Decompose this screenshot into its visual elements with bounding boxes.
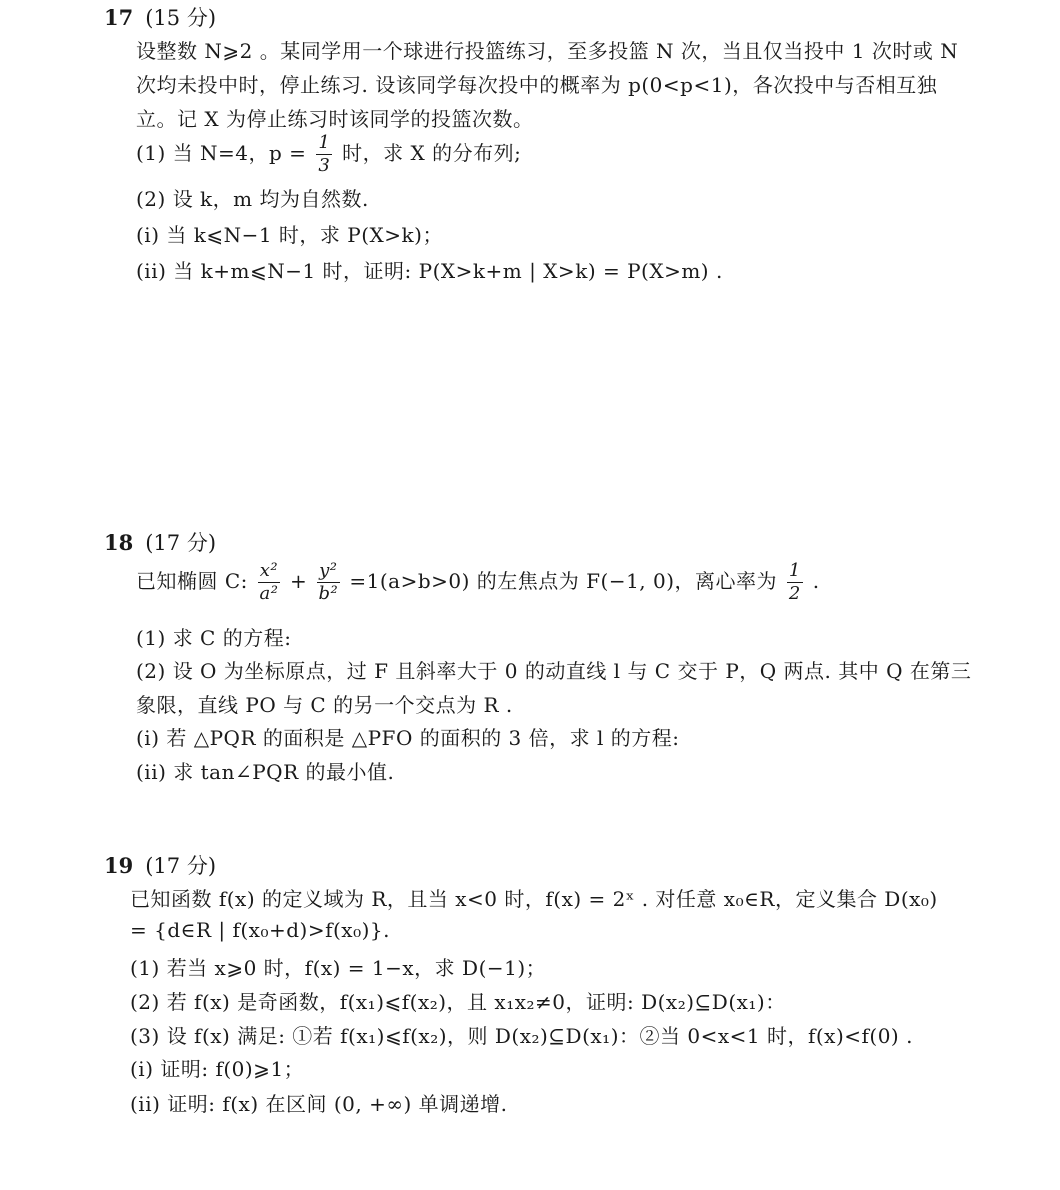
problem-intro: 已知椭圆 C: $\frac{\text{x²}}{\text{a²}}$ + $\frac{\text{y²}}{\text{b²}}$ =1(a>b>0) 的左焦点为 F(−1, 0)，离心率为 $\frac{1}{2}$ . [136, 560, 820, 604]
problem-17-header [104, 2, 216, 32]
problem-number: 17 [104, 5, 134, 30]
problem-score: (17 分) [145, 854, 217, 878]
question-1: (1) 若当 x⩾0 时，f(x) = 1−x，求 D(−1)； [130, 956, 547, 980]
problem-text-line: 已知函数 f(x) 的定义域为 R，且当 x<0 时，f(x) = 2ˣ . 对任意 x₀∈R，定义集合 D(x₀) [130, 887, 938, 911]
question-1: (1) 当 N=4，p = $\frac{1}{3}$ 时，求 X 的分布列; [136, 132, 522, 176]
question-3: (3) 设 f(x) 满足: ①若 f(x₁)⩽f(x₂)，则 D(x₂)⊆D(x₁)：②当 0<x<1 时，f(x)<f(0) . [130, 1024, 913, 1048]
problem-text-line: = {d∈R | f(x₀+d)>f(x₀)}. [130, 918, 390, 942]
problem-18-header [104, 527, 216, 557]
fraction-one-third: $\frac{1}{3}$ [318, 132, 331, 176]
question-2-line: 象限，直线 PO 与 C 的另一个交点为 R . [136, 693, 513, 717]
problem-text-line: 次均未投中时，停止练习. 设该同学每次投中的概率为 p(0<p<1)，各次投中与否相互独 [136, 73, 938, 97]
fraction-x2-a2: $\frac{\text{x²}}{\text{a²}}$ [259, 560, 279, 604]
problem-number: 18 [104, 530, 134, 555]
question-1: (1) 求 C 的方程: [136, 626, 292, 650]
problem-number: 19 [104, 853, 134, 878]
question-2-ii: (ii) 当 k+m⩽N−1 时，证明: P(X>k+m | X>k) = P(X>m) . [136, 259, 723, 283]
question-2-line: (2) 设 O 为坐标原点，过 F 且斜率大于 0 的动直线 l 与 C 交于 P，Q 两点. 其中 Q 在第三 [136, 659, 972, 683]
question-2-ii: (ii) 求 tan∠PQR 的最小值. [136, 760, 395, 784]
question-3-ii: (ii) 证明: f(x) 在区间 (0, +∞) 单调递增. [130, 1092, 508, 1116]
fraction-y2-b2: $\frac{\text{y²}}{\text{b²}}$ [318, 560, 339, 604]
question-2: (2) 设 k，m 均为自然数. [136, 187, 369, 211]
problem-score: (15 分) [145, 6, 217, 30]
question-3-i: (i) 证明: f(0)⩾1； [130, 1057, 305, 1081]
problem-score: (17 分) [145, 531, 217, 555]
problem-text-line: 立。记 X 为停止练习时该同学的投篮次数。 [136, 107, 534, 131]
question-2-i: (i) 当 k⩽N−1 时，求 P(X>k)； [136, 223, 443, 247]
question-2-i: (i) 若 △PQR 的面积是 △PFO 的面积的 3 倍，求 l 的方程: [136, 726, 680, 750]
question-2: (2) 若 f(x) 是奇函数，f(x₁)⩽f(x₂)，且 x₁x₂≠0，证明: D(x₂)⊆D(x₁)： [130, 990, 786, 1014]
problem-19-header [104, 850, 216, 880]
problem-text-line: 设整数 N⩾2 。某同学用一个球进行投篮练习，至多投篮 N 次，当且仅当投中 1 次时或 N [136, 39, 959, 63]
fraction-eccentricity: $\frac{1}{2}$ [788, 560, 801, 604]
